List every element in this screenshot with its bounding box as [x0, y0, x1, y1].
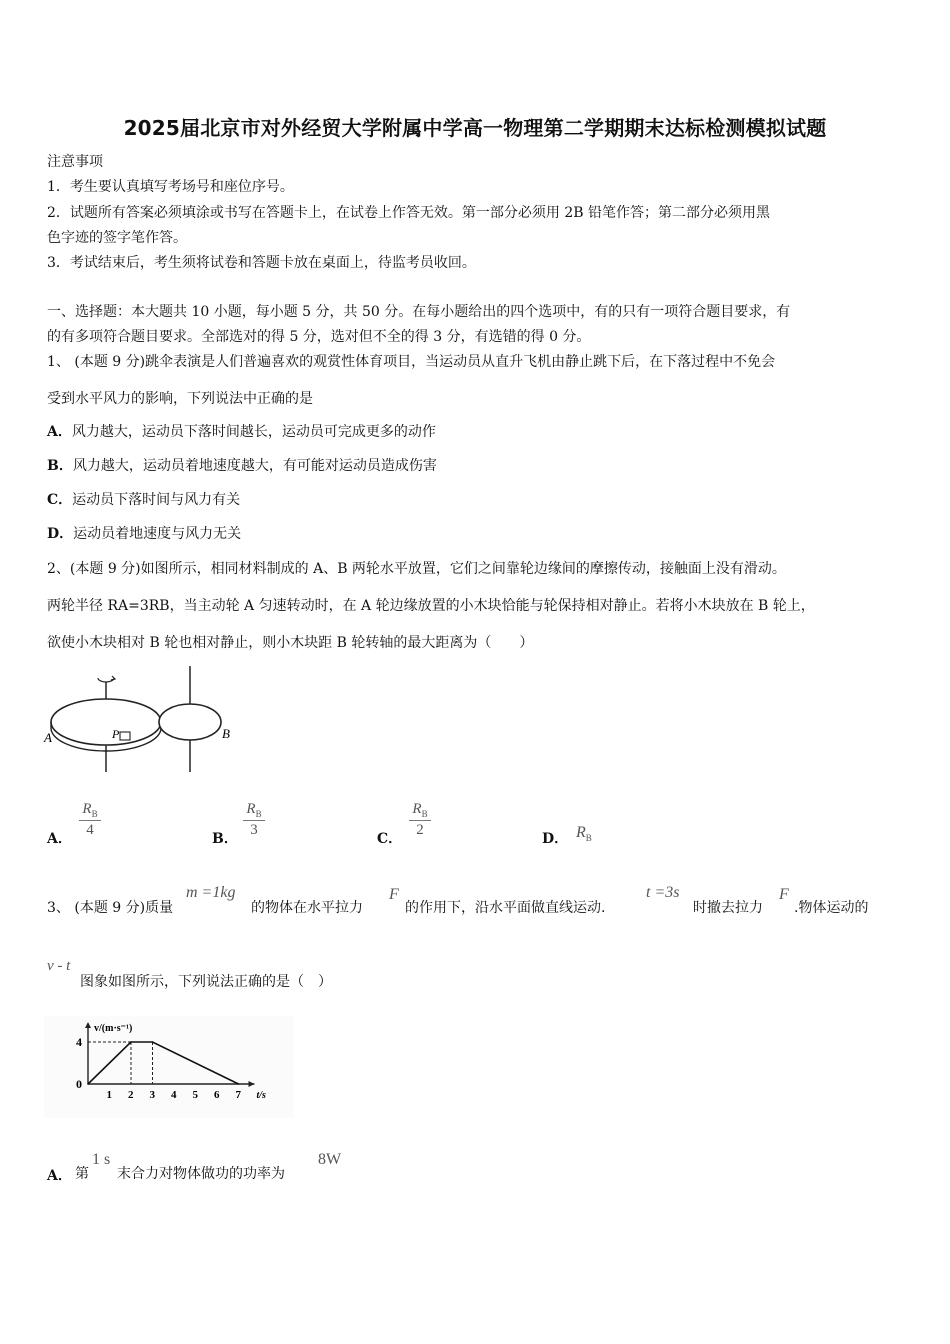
q2-option-d-label: D．: [542, 831, 569, 847]
vt-data-point: [152, 1041, 154, 1043]
notice-item-3: 3．考试结束后，考生须将试卷和答题卡放在桌面上，待监考员收回。: [47, 255, 476, 271]
q3-stem-prefix: 3、 (本题 9 分)质量: [47, 900, 174, 916]
wheel-a: [51, 699, 161, 745]
wooden-block: [120, 732, 130, 740]
q3-stem-mid1: 的物体在水平拉力: [251, 900, 363, 916]
label-p: P: [112, 727, 120, 741]
fraction-numerator: R: [412, 801, 422, 817]
q2-stem-line2: 两轮半径 RA=3RB，当主动轮 A 匀速转动时，在 A 轮边缘放置的小木块恰能与轮保持相对静止。若将小木块放在 B 轮上，: [47, 598, 815, 614]
q1-option-a: [47, 423, 436, 441]
q3-option-a-pre: 第: [75, 1166, 89, 1182]
q2-option-c-label: C．: [377, 831, 403, 847]
notice-item-1: 1．考生要认真填写考场号和座位序号。: [47, 179, 294, 195]
q1-option-d: [47, 525, 241, 543]
wheel-b: [159, 704, 221, 740]
q3-option-a-label: A．: [47, 1168, 72, 1184]
q3-option-a-power: 8W: [318, 1151, 342, 1168]
notice-item-2: 2．试题所有答案必须填涂或书写在答题卡上，在试卷上作答无效。第一部分必须用 2B 铅笔作答；第二部分必须用黑: [47, 205, 770, 221]
x-tick-label: 1: [106, 1089, 112, 1101]
fraction-numerator: R: [82, 801, 92, 817]
q1-option-b: [47, 457, 437, 475]
fraction-subscript: B: [255, 809, 262, 819]
q2-option-b-label: B．: [212, 831, 238, 847]
section-intro-line2: 的有多项符合题目要求。全部选对的得 5 分，选对但不全的得 3 分，有选错的得 0 分。: [47, 329, 591, 345]
x-tick-label: 3: [149, 1089, 155, 1101]
q2-option-c-fraction: [405, 801, 435, 839]
notice-item-2-cont: 色字迹的签字笔作答。: [47, 230, 187, 246]
q3-stem-mid3: 时撤去拉力: [693, 900, 763, 916]
q3-stem-mid2: 的作用下，沿水平面做直线运动.: [405, 900, 606, 916]
option-text: 风力越大，运动员着地速度越大，有可能对运动员造成伤害: [72, 458, 437, 474]
q3-time: t =3s: [646, 884, 680, 901]
y-tick-label: 4: [76, 1035, 82, 1049]
x-tick-label: 5: [192, 1089, 198, 1101]
section-intro-line1: 一、选择题：本大题共 10 小题，每小题 5 分，共 50 分。在每小题给出的四个选项中，有的只有一项符合题目要求，有: [47, 304, 791, 320]
x-tick-label: 2: [128, 1089, 134, 1101]
q3-option-a-time: 1 s: [92, 1151, 111, 1168]
x-tick-label: 6: [214, 1089, 220, 1101]
label-b: B: [222, 726, 230, 741]
fraction-denominator: 2: [416, 822, 424, 838]
q3-vt: v - t: [47, 958, 71, 974]
origin-label: 0: [76, 1077, 82, 1091]
q2-stem-line1: 2、(本题 9 分)如图所示，相同材料制成的 A、B 两轮水平放置，它们之间靠轮边缘间的摩擦传动，接触面上没有滑动。: [47, 561, 786, 577]
q1-stem-line1: 1、 (本题 9 分)跳伞表演是人们普遍喜欢的观赏性体育项目，当运动员从直升飞机由静止跳下后，在下落过程中不免会: [47, 354, 776, 370]
q1-stem-line2: 受到水平风力的影响，下列说法中正确的是: [47, 391, 313, 407]
q3-mass: m =1kg: [186, 884, 236, 901]
option-label: D．: [47, 526, 74, 542]
option-text: 运动员下落时间与风力有关: [72, 492, 241, 508]
q2-stem-line3: 欲使小木块相对 B 轮也相对静止，则小木块距 B 轮转轴的最大距离为（ ）: [47, 635, 534, 651]
x-axis-label: t/s: [256, 1090, 266, 1101]
x-tick-label: 7: [235, 1089, 241, 1101]
label-a: A: [44, 730, 52, 745]
x-tick-label: 4: [171, 1089, 177, 1101]
q2-option-b-fraction: [239, 801, 269, 839]
q2-option-a-label: A．: [47, 831, 72, 847]
q3-stem-end: .物体运动的: [794, 900, 869, 916]
option-d-subscript: B: [585, 833, 592, 844]
option-d-symbol: R: [576, 824, 586, 841]
q2-option-a-fraction: [75, 801, 105, 839]
q1-option-c: [47, 491, 240, 509]
q3-force: F: [389, 886, 399, 903]
fraction-subscript: B: [91, 809, 98, 819]
y-axis-label: v/(m·s⁻¹): [94, 1023, 133, 1034]
q2-option-d-value: [576, 824, 592, 843]
q3-stem-line2: 图象如图所示，下列说法正确的是（ ）: [80, 974, 332, 990]
option-label: C．: [47, 492, 73, 508]
q3-option-a-mid: 末合力对物体做功的功率为: [117, 1166, 285, 1182]
vt-data-point: [130, 1041, 132, 1043]
q3-force-2: F: [779, 886, 789, 903]
option-label: A．: [47, 424, 72, 440]
q2-wheels-figure: [40, 664, 240, 779]
notice-heading: 注意事项: [47, 154, 103, 170]
page-title: 2025届北京市对外经贸大学附属中学高一物理第二学期期末达标检测模拟试题: [123, 116, 827, 140]
option-text: 运动员着地速度与风力无关: [73, 526, 242, 542]
fraction-denominator: 4: [86, 822, 94, 838]
option-text: 风力越大，运动员下落时间越长，运动员可完成更多的动作: [71, 424, 436, 440]
fraction-numerator: R: [246, 801, 256, 817]
vt-data-point: [87, 1083, 89, 1085]
fraction-denominator: 3: [250, 822, 258, 838]
fraction-subscript: B: [421, 809, 428, 819]
q3-vt-graph: [44, 1016, 294, 1118]
vt-data-point: [238, 1083, 240, 1085]
option-label: B．: [47, 458, 73, 474]
